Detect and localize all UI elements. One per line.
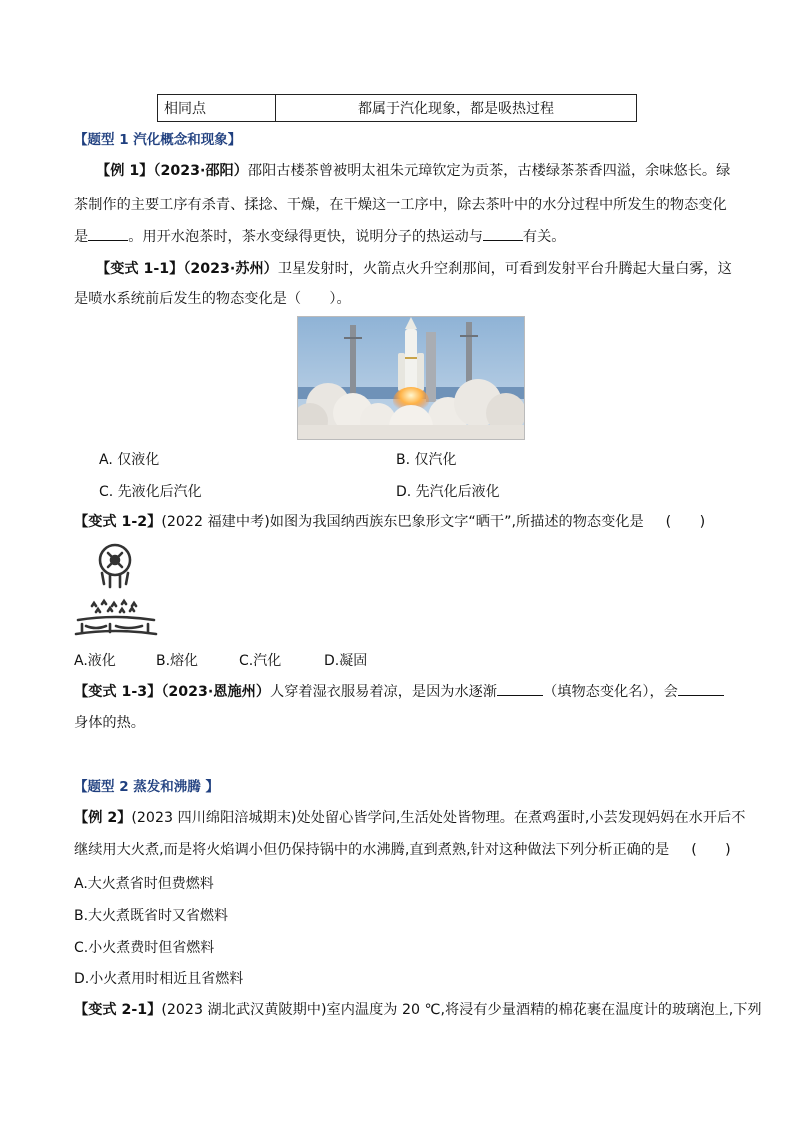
variant-1-3-tag: 【变式 1-3】 [74, 684, 162, 700]
option-a[interactable]: A.液化 [74, 653, 116, 669]
variant-1-1-line-2: 是喷水系统前后发生的物态变化是（ ）。 [74, 291, 351, 307]
example-1-text-3c: 有关。 [522, 229, 566, 245]
option-d[interactable]: D.凝固 [324, 653, 368, 669]
example-2-line-2 [74, 840, 731, 860]
section-heading-2: 【题型 2 蒸发和沸腾 】 [74, 779, 219, 795]
table-cell-value: 都属于汽化现象，都是吸热过程 [276, 95, 637, 122]
comparison-table [157, 94, 637, 122]
example-1-tag: 【例 1】 [96, 163, 154, 179]
example-1-line-1 [96, 161, 730, 181]
answer-blank-1[interactable] [497, 681, 543, 696]
table-row [158, 95, 637, 122]
variant-1-3-source: （2023·恩施州） [161, 684, 271, 700]
example-2-line-1 [74, 808, 745, 828]
variant-1-3-text-1b: （填物态变化名），会 [543, 684, 678, 700]
example-2-tag: 【例 2】 [74, 810, 132, 826]
example-1-text-1: 邵阳古楼茶曾被明太祖朱元璋钦定为贡茶，古楼绿茶茶香四溢，余味悠长。绿 [247, 163, 731, 179]
variant-1-2-tag: 【变式 1-2】 [74, 514, 162, 530]
example-1-text-3b: 。用开水泡茶时，茶水变绿得更快，说明分子的热运动与 [128, 229, 483, 245]
answer-paren[interactable]: ( ) [691, 842, 731, 858]
variant-1-1-tag: 【变式 1-1】 [96, 261, 184, 277]
variant-1-2-line-1 [74, 512, 705, 532]
answer-blank-2[interactable] [483, 226, 523, 241]
option-d[interactable]: D. 先汽化后液化 [396, 484, 500, 500]
variant-2-1-text-1: (2023 湖北武汉黄陂期中)室内温度为 20 ℃,将浸有少量酒精的棉花裹在温度计的玻璃泡上,下列 [161, 1002, 762, 1018]
option-d[interactable]: D.小火煮用时相近且省燃料 [74, 971, 244, 987]
variant-1-2-text: (2022 福建中考)如图为我国纳西族东巴象形文字“晒干”,所描述的物态变化是 [161, 514, 644, 530]
variant-1-3-line-1 [74, 681, 724, 702]
dongba-glyph-image [70, 540, 160, 640]
option-c[interactable]: C. 先液化后汽化 [99, 484, 202, 500]
variant-2-1-tag: 【变式 2-1】 [74, 1002, 162, 1018]
variant-1-1-text-1: 卫星发射时，火箭点火升空刹那间，可看到发射平台升腾起大量白雾，这 [277, 261, 732, 277]
option-a[interactable]: A. 仅液化 [99, 452, 160, 468]
answer-blank-1[interactable] [88, 226, 128, 241]
variant-1-3-text-1a: 人穿着湿衣服易着凉，是因为水逐渐 [270, 684, 498, 700]
example-2-text-2: 继续用大火煮,而是将火焰调小但仍保持锅中的水沸腾,直到煮熟,针对这种做法下列分析正确的是 [74, 842, 670, 858]
variant-1-1-line-1 [96, 259, 732, 279]
example-2-text-1: (2023 四川绵阳涪城期末)处处留心皆学问,生活处处皆物理。在煮鸡蛋时,小芸发现妈妈在水开后不 [131, 810, 746, 826]
answer-paren[interactable]: ( ) [665, 514, 706, 530]
rocket-launch-image [297, 316, 525, 440]
option-a[interactable]: A.大火煮省时但费燃料 [74, 876, 214, 892]
variant-2-1-line-1 [74, 1000, 762, 1020]
example-1-source: （2023·邵阳） [153, 163, 248, 179]
answer-blank-2[interactable] [678, 681, 724, 696]
example-1-line-2: 茶制作的主要工序有杀青、揉捻、干燥，在干燥这一工序中，除去茶叶中的水分过程中所发生的物态变化 [74, 197, 727, 213]
table-cell-label: 相同点 [158, 95, 276, 122]
option-b[interactable]: B.大火煮既省时又省燃料 [74, 908, 229, 924]
option-c[interactable]: C.汽化 [239, 653, 282, 669]
option-c[interactable]: C.小火煮费时但省燃料 [74, 940, 215, 956]
section-heading-1: 【题型 1 汽化概念和现象】 [74, 132, 242, 148]
example-1-text-3a: 是 [74, 229, 89, 245]
variant-1-1-source: （2023·苏州） [183, 261, 278, 277]
variant-1-3-line-2: 身体的热。 [74, 715, 145, 731]
option-b[interactable]: B.熔化 [156, 653, 199, 669]
option-b[interactable]: B. 仅汽化 [396, 452, 457, 468]
example-1-line-3 [74, 226, 565, 247]
